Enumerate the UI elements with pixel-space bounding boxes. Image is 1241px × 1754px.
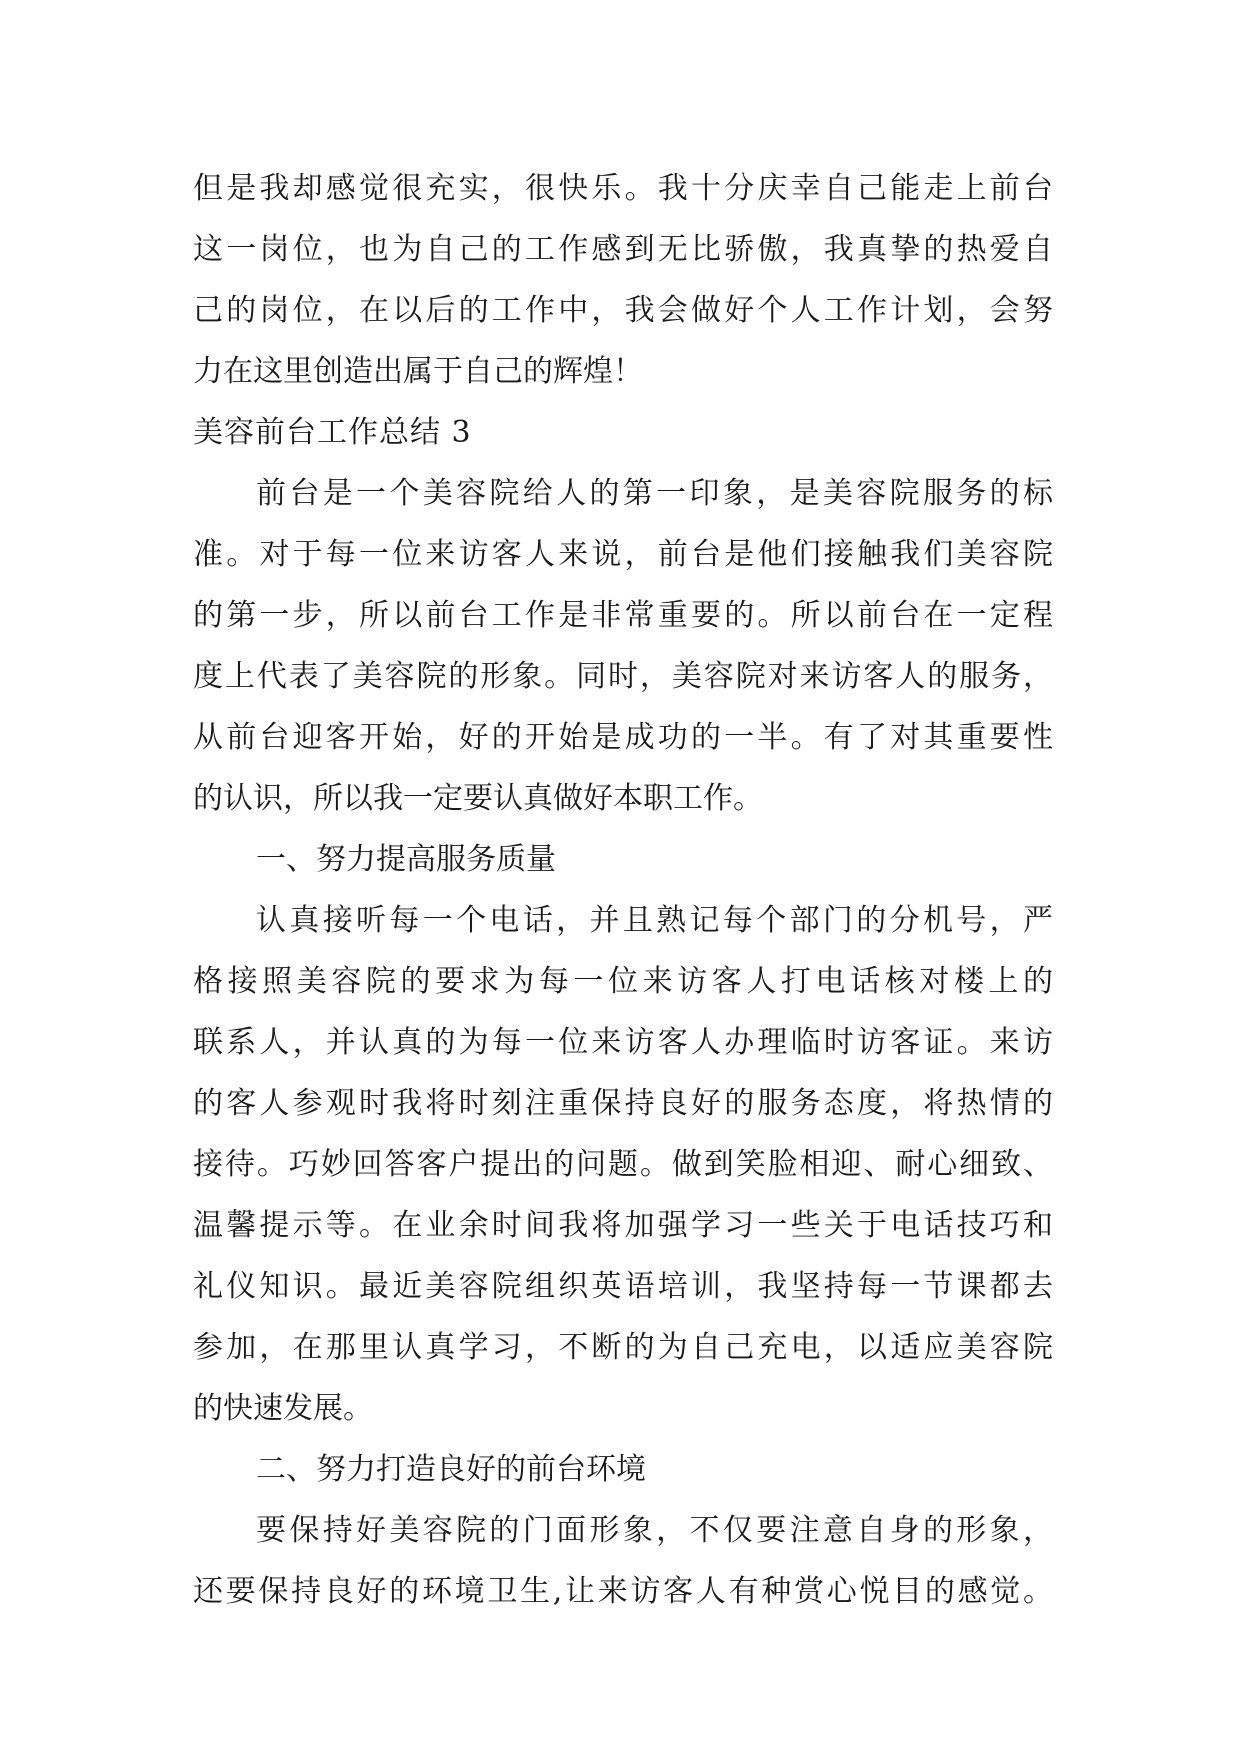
text-line: 格接照美容院的要求为每一位来访客人打电话核对楼上的 — [193, 964, 1053, 999]
text-line: 这一岗位，也为自己的工作感到无比骄傲，我真挚的热爱自 — [193, 232, 1053, 267]
text-line: 参加，在那里认真学习，不断的为自己充电，以适应美容院 — [193, 1330, 1053, 1365]
text-line: 温馨提示等。在业余时间我将加强学习一些关于电话技巧和 — [193, 1208, 1053, 1243]
section-title: 美容前台工作总结 3 — [193, 415, 472, 450]
subheading-service-quality: 一、努力提高服务质量 — [256, 842, 556, 877]
text-line: 己的岗位，在以后的工作中，我会做好个人工作计划，会努 — [193, 293, 1053, 328]
subheading-front-desk-environment: 二、努力打造良好的前台环境 — [256, 1452, 646, 1487]
text-line: 认真接听每一个电话，并且熟记每个部门的分机号，严 — [256, 903, 1053, 938]
document-body — [193, 158, 1053, 1622]
text-line: 的快速发展。 — [193, 1391, 373, 1426]
text-line: 但是我却感觉很充实，很快乐。我十分庆幸自己能走上前台 — [193, 171, 1053, 206]
text-line: 的认识，所以我一定要认真做好本职工作。 — [193, 781, 763, 816]
text-line: 前台是一个美容院给人的第一印象，是美容院服务的标 — [256, 476, 1053, 511]
text-line: 联系人，并认真的为每一位来访客人办理临时访客证。来访 — [193, 1025, 1053, 1060]
text-line: 的客人参观时我将时刻注重保持良好的服务态度，将热情的 — [193, 1086, 1053, 1121]
text-line: 接待。巧妙回答客户提出的问题。做到笑脸相迎、耐心细致、 — [193, 1147, 1053, 1182]
text-line: 的第一步，所以前台工作是非常重要的。所以前台在一定程 — [193, 598, 1053, 633]
text-line: 要保持好美容院的门面形象，不仅要注意自身的形象， — [256, 1513, 1053, 1548]
text-line: 度上代表了美容院的形象。同时，美容院对来访客人的服务， — [193, 659, 1053, 694]
text-line: 力在这里创造出属于自己的辉煌！ — [193, 354, 643, 389]
text-line: 礼仪知识。最近美容院组织英语培训，我坚持每一节课都去 — [193, 1269, 1053, 1304]
text-line: 准。对于每一位来访客人来说，前台是他们接触我们美容院 — [193, 537, 1053, 572]
text-line: 还要保持良好的环境卫生,让来访客人有种赏心悦目的感觉。 — [193, 1574, 1053, 1609]
text-line: 从前台迎客开始，好的开始是成功的一半。有了对其重要性 — [193, 720, 1053, 755]
